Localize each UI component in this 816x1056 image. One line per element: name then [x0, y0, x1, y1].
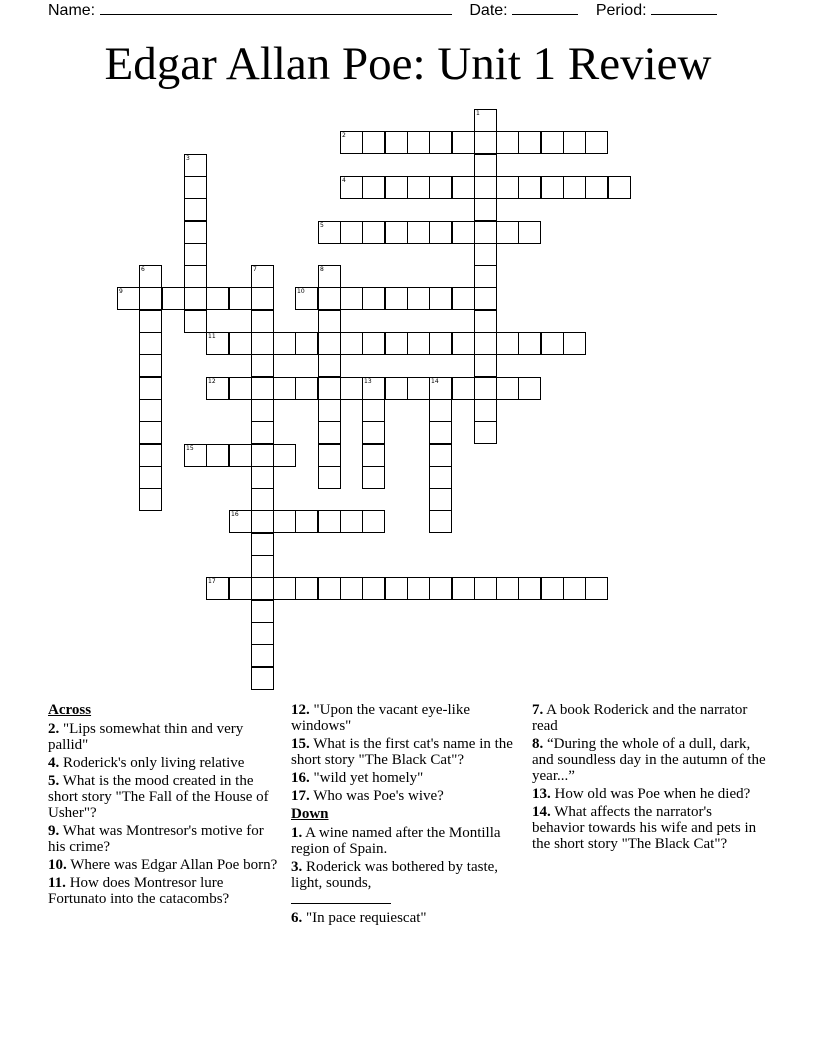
clue-across-15 — [291, 736, 516, 768]
clue-across-10 — [48, 857, 278, 873]
clue-num: 5. — [48, 773, 60, 789]
clue-num: 12. — [291, 702, 310, 718]
grid-cell[interactable] — [474, 310, 497, 333]
clue-num: 1. — [291, 825, 303, 841]
down-heading: Down — [291, 806, 329, 822]
clue-number: 13 — [364, 378, 372, 385]
grid-cell[interactable] — [385, 176, 408, 199]
period-label: Period: — [595, 2, 647, 19]
grid-cell[interactable] — [229, 577, 252, 600]
grid-cell[interactable] — [251, 622, 274, 645]
grid-cell[interactable] — [318, 466, 341, 489]
clue-across-12 — [291, 702, 516, 734]
clue-num: 14. — [532, 804, 551, 820]
grid-cell[interactable] — [496, 332, 519, 355]
grid-cell[interactable] — [206, 377, 229, 400]
grid-cell[interactable] — [295, 287, 318, 310]
grid-cell[interactable] — [251, 265, 274, 288]
answer-blank — [291, 891, 391, 904]
grid-cell[interactable] — [407, 287, 430, 310]
clue-number: 7 — [253, 266, 257, 273]
grid-cell[interactable] — [452, 377, 475, 400]
grid-cell[interactable] — [429, 510, 452, 533]
grid-cell[interactable] — [362, 176, 385, 199]
grid-cell[interactable] — [273, 444, 296, 467]
grid-cell[interactable] — [340, 287, 363, 310]
grid-cell[interactable] — [608, 176, 631, 199]
clue-down-8 — [532, 736, 768, 784]
grid-cell[interactable] — [318, 421, 341, 444]
grid-cell[interactable] — [139, 466, 162, 489]
grid-cell[interactable] — [251, 377, 274, 400]
grid-cell[interactable] — [541, 176, 564, 199]
clue-num: 13. — [532, 786, 551, 802]
grid-cell[interactable] — [496, 131, 519, 154]
grid-cell[interactable] — [496, 221, 519, 244]
grid-cell[interactable] — [251, 444, 274, 467]
grid-cell[interactable] — [474, 332, 497, 355]
grid-cell[interactable] — [184, 287, 207, 310]
grid-cell[interactable] — [385, 332, 408, 355]
clue-text: "In pace requiescat" — [302, 910, 427, 926]
clue-num: 16. — [291, 770, 310, 786]
grid-cell[interactable] — [184, 310, 207, 333]
clue-num: 9. — [48, 823, 60, 839]
name-label: Name: — [48, 2, 96, 19]
clue-num: 4. — [48, 755, 60, 771]
date-label: Date: — [469, 2, 508, 19]
clue-text: What was Montresor's motive for his crime? — [48, 823, 264, 855]
grid-cell[interactable] — [251, 667, 274, 690]
clues-column-1 — [48, 702, 278, 909]
grid-cell[interactable] — [518, 332, 541, 355]
grid-cell[interactable] — [429, 466, 452, 489]
grid-cell[interactable] — [229, 287, 252, 310]
grid-cell[interactable] — [251, 488, 274, 511]
grid-cell[interactable] — [474, 198, 497, 221]
clue-down-13 — [532, 786, 768, 802]
grid-cell[interactable] — [362, 577, 385, 600]
grid-cell[interactable] — [318, 377, 341, 400]
grid-cell[interactable] — [117, 287, 140, 310]
grid-cell[interactable] — [407, 577, 430, 600]
grid-cell[interactable] — [251, 577, 274, 600]
grid-cell[interactable] — [251, 421, 274, 444]
grid-cell[interactable] — [585, 131, 608, 154]
grid-cell[interactable] — [139, 444, 162, 467]
clue-text: How does Montresor lure Fortunato into the catacombs? — [48, 875, 230, 907]
grid-cell[interactable] — [340, 510, 363, 533]
clue-number: 14 — [431, 378, 439, 385]
grid-cell[interactable] — [429, 444, 452, 467]
grid-cell[interactable] — [273, 332, 296, 355]
grid-cell[interactable] — [496, 377, 519, 400]
grid-cell[interactable] — [474, 421, 497, 444]
grid-cell[interactable] — [251, 533, 274, 556]
grid-cell[interactable] — [139, 287, 162, 310]
grid-cell[interactable] — [295, 332, 318, 355]
grid-cell[interactable] — [474, 354, 497, 377]
grid-cell[interactable] — [251, 399, 274, 422]
clue-num: 6. — [291, 910, 303, 926]
grid-cell[interactable] — [474, 265, 497, 288]
grid-cell[interactable] — [139, 421, 162, 444]
grid-cell[interactable] — [251, 510, 274, 533]
grid-cell[interactable] — [139, 488, 162, 511]
grid-cell[interactable] — [340, 221, 363, 244]
grid-cell[interactable] — [362, 466, 385, 489]
clue-number: 11 — [208, 333, 216, 340]
grid-cell[interactable] — [452, 131, 475, 154]
grid-cell[interactable] — [452, 332, 475, 355]
clue-num: 8. — [532, 736, 544, 752]
grid-cell[interactable] — [563, 332, 586, 355]
grid-cell[interactable] — [452, 577, 475, 600]
grid-cell[interactable] — [362, 221, 385, 244]
grid-cell[interactable] — [295, 377, 318, 400]
grid-cell[interactable] — [184, 265, 207, 288]
grid-cell[interactable] — [273, 510, 296, 533]
clue-text: Who was Poe's wive? — [309, 788, 444, 804]
grid-cell[interactable] — [362, 131, 385, 154]
clue-across-11 — [48, 875, 278, 907]
grid-cell[interactable] — [251, 354, 274, 377]
grid-cell[interactable] — [429, 176, 452, 199]
grid-cell[interactable] — [229, 444, 252, 467]
grid-cell[interactable] — [139, 377, 162, 400]
grid-cell[interactable] — [585, 577, 608, 600]
grid-cell[interactable] — [362, 510, 385, 533]
grid-cell[interactable] — [362, 287, 385, 310]
grid-cell[interactable] — [229, 510, 252, 533]
clue-number: 15 — [186, 445, 194, 452]
clue-num: 15. — [291, 736, 310, 752]
grid-cell[interactable] — [340, 176, 363, 199]
grid-cell[interactable] — [429, 421, 452, 444]
grid-cell[interactable] — [251, 332, 274, 355]
grid-cell[interactable] — [251, 555, 274, 578]
clue-number: 9 — [119, 288, 123, 295]
clue-number: 5 — [320, 222, 324, 229]
grid-cell[interactable] — [407, 377, 430, 400]
grid-cell[interactable] — [518, 577, 541, 600]
grid-cell[interactable] — [429, 332, 452, 355]
grid-cell[interactable] — [184, 198, 207, 221]
grid-cell[interactable] — [318, 354, 341, 377]
clue-text: Where was Edgar Allan Poe born? — [66, 857, 278, 873]
grid-cell[interactable] — [474, 176, 497, 199]
grid-cell[interactable] — [139, 265, 162, 288]
grid-cell[interactable] — [206, 287, 229, 310]
clue-across-17 — [291, 788, 516, 804]
clue-number: 1 — [476, 110, 480, 117]
grid-cell[interactable] — [541, 332, 564, 355]
clue-number: 12 — [208, 378, 216, 385]
clue-down-3 — [291, 859, 516, 908]
clue-text: What affects the narrator's behavior towards his wife and pets in the short story "The Black Cat"? — [532, 804, 757, 852]
grid-cell[interactable] — [318, 399, 341, 422]
grid-cell[interactable] — [518, 221, 541, 244]
clue-num: 10. — [48, 857, 67, 873]
grid-cell[interactable] — [585, 176, 608, 199]
grid-cell[interactable] — [541, 131, 564, 154]
clue-text: How old was Poe when he died? — [550, 786, 751, 802]
grid-cell[interactable] — [139, 310, 162, 333]
grid-cell[interactable] — [206, 444, 229, 467]
grid-cell[interactable] — [474, 577, 497, 600]
clue-number: 2 — [342, 132, 346, 139]
clue-text: What is the mood created in the short story "The Fall of the House of Usher"? — [48, 773, 269, 821]
grid-cell[interactable] — [474, 221, 497, 244]
grid-cell[interactable] — [563, 176, 586, 199]
grid-cell[interactable] — [184, 221, 207, 244]
grid-cell[interactable] — [407, 176, 430, 199]
grid-cell[interactable] — [474, 399, 497, 422]
grid-cell[interactable] — [541, 577, 564, 600]
clues-column-3 — [532, 702, 768, 854]
grid-cell[interactable] — [407, 332, 430, 355]
grid-cell[interactable] — [318, 444, 341, 467]
grid-cell[interactable] — [429, 221, 452, 244]
grid-cell[interactable] — [474, 154, 497, 177]
clue-text: A book Roderick and the narrator read — [532, 702, 748, 734]
grid-cell[interactable] — [251, 466, 274, 489]
grid-cell[interactable] — [362, 377, 385, 400]
grid-cell[interactable] — [407, 131, 430, 154]
grid-cell[interactable] — [362, 421, 385, 444]
clue-down-1 — [291, 825, 516, 857]
clue-text: "Upon the vacant eye-like windows" — [291, 702, 470, 734]
clue-text: Roderick was bothered by taste, light, sounds, — [291, 859, 499, 891]
grid-cell[interactable] — [362, 444, 385, 467]
grid-cell[interactable] — [340, 131, 363, 154]
grid-cell[interactable] — [496, 577, 519, 600]
grid-cell[interactable] — [184, 176, 207, 199]
grid-cell[interactable] — [295, 510, 318, 533]
grid-cell[interactable] — [563, 131, 586, 154]
grid-cell[interactable] — [452, 176, 475, 199]
grid-cell[interactable] — [474, 109, 497, 132]
grid-cell[interactable] — [518, 176, 541, 199]
grid-cell[interactable] — [474, 377, 497, 400]
grid-cell[interactable] — [407, 221, 430, 244]
grid-cell[interactable] — [496, 176, 519, 199]
grid-cell[interactable] — [273, 577, 296, 600]
grid-cell[interactable] — [362, 399, 385, 422]
grid-cell[interactable] — [206, 577, 229, 600]
grid-cell[interactable] — [318, 332, 341, 355]
grid-cell[interactable] — [340, 577, 363, 600]
grid-cell[interactable] — [452, 221, 475, 244]
clue-text: "Lips somewhat thin and very pallid" — [48, 721, 244, 753]
clue-number: 4 — [342, 177, 346, 184]
grid-cell[interactable] — [318, 577, 341, 600]
grid-cell[interactable] — [251, 644, 274, 667]
grid-cell[interactable] — [474, 243, 497, 266]
grid-cell[interactable] — [385, 377, 408, 400]
clue-down-7 — [532, 702, 768, 734]
clue-across-16 — [291, 770, 516, 786]
clue-across-4 — [48, 755, 278, 771]
grid-cell[interactable] — [429, 377, 452, 400]
clue-number: 6 — [141, 266, 145, 273]
clue-number: 8 — [320, 266, 324, 273]
clue-number: 16 — [231, 511, 239, 518]
grid-cell[interactable] — [251, 310, 274, 333]
grid-cell[interactable] — [318, 265, 341, 288]
grid-cell[interactable] — [229, 332, 252, 355]
grid-cell[interactable] — [162, 287, 185, 310]
clue-number: 10 — [297, 288, 305, 295]
clue-num: 7. — [532, 702, 544, 718]
clue-num: 17. — [291, 788, 310, 804]
clue-across-9 — [48, 823, 278, 855]
grid-cell[interactable] — [251, 600, 274, 623]
grid-cell[interactable] — [340, 332, 363, 355]
grid-cell[interactable] — [385, 221, 408, 244]
grid-cell[interactable] — [518, 377, 541, 400]
grid-cell[interactable] — [385, 287, 408, 310]
grid-cell[interactable] — [429, 399, 452, 422]
clue-text: Roderick's only living relative — [59, 755, 245, 771]
grid-cell[interactable] — [385, 131, 408, 154]
grid-cell[interactable] — [229, 377, 252, 400]
grid-cell[interactable] — [452, 287, 475, 310]
grid-cell[interactable] — [563, 577, 586, 600]
grid-cell[interactable] — [251, 287, 274, 310]
clue-num: 11. — [48, 875, 66, 891]
clue-number: 3 — [186, 155, 190, 162]
clue-text: “During the whole of a dull, dark, and soundless day in the autumn of the year...” — [532, 736, 766, 784]
grid-cell[interactable] — [295, 577, 318, 600]
grid-cell[interactable] — [184, 154, 207, 177]
grid-cell[interactable] — [429, 131, 452, 154]
grid-cell[interactable] — [184, 243, 207, 266]
grid-cell[interactable] — [318, 221, 341, 244]
grid-cell[interactable] — [474, 131, 497, 154]
grid-cell[interactable] — [340, 377, 363, 400]
clue-number: 17 — [208, 578, 216, 585]
grid-cell[interactable] — [429, 577, 452, 600]
clue-text: A wine named after the Montilla region of Spain. — [291, 825, 501, 857]
grid-cell[interactable] — [206, 332, 229, 355]
grid-cell[interactable] — [429, 488, 452, 511]
clue-down-6 — [291, 910, 516, 926]
clue-text: What is the first cat's name in the short story "The Black Cat"? — [291, 736, 513, 768]
clue-across-5 — [48, 773, 278, 821]
grid-cell[interactable] — [518, 131, 541, 154]
grid-cell[interactable] — [429, 287, 452, 310]
clue-across-2 — [48, 721, 278, 753]
clue-text: "wild yet homely" — [309, 770, 424, 786]
clue-num: 3. — [291, 859, 303, 875]
page-title: Edgar Allan Poe: Unit 1 Review — [104, 38, 712, 90]
grid-cell[interactable] — [139, 332, 162, 355]
grid-cell[interactable] — [362, 332, 385, 355]
grid-cell[interactable] — [273, 377, 296, 400]
grid-cell[interactable] — [318, 287, 341, 310]
grid-cell[interactable] — [318, 510, 341, 533]
grid-cell[interactable] — [139, 354, 162, 377]
grid-cell[interactable] — [184, 444, 207, 467]
grid-cell[interactable] — [139, 399, 162, 422]
clues-column-2 — [291, 702, 516, 928]
clue-num: 2. — [48, 721, 60, 737]
grid-cell[interactable] — [385, 577, 408, 600]
across-heading: Across — [48, 702, 92, 718]
grid-cell[interactable] — [318, 310, 341, 333]
grid-cell[interactable] — [474, 287, 497, 310]
clue-down-14 — [532, 804, 768, 852]
